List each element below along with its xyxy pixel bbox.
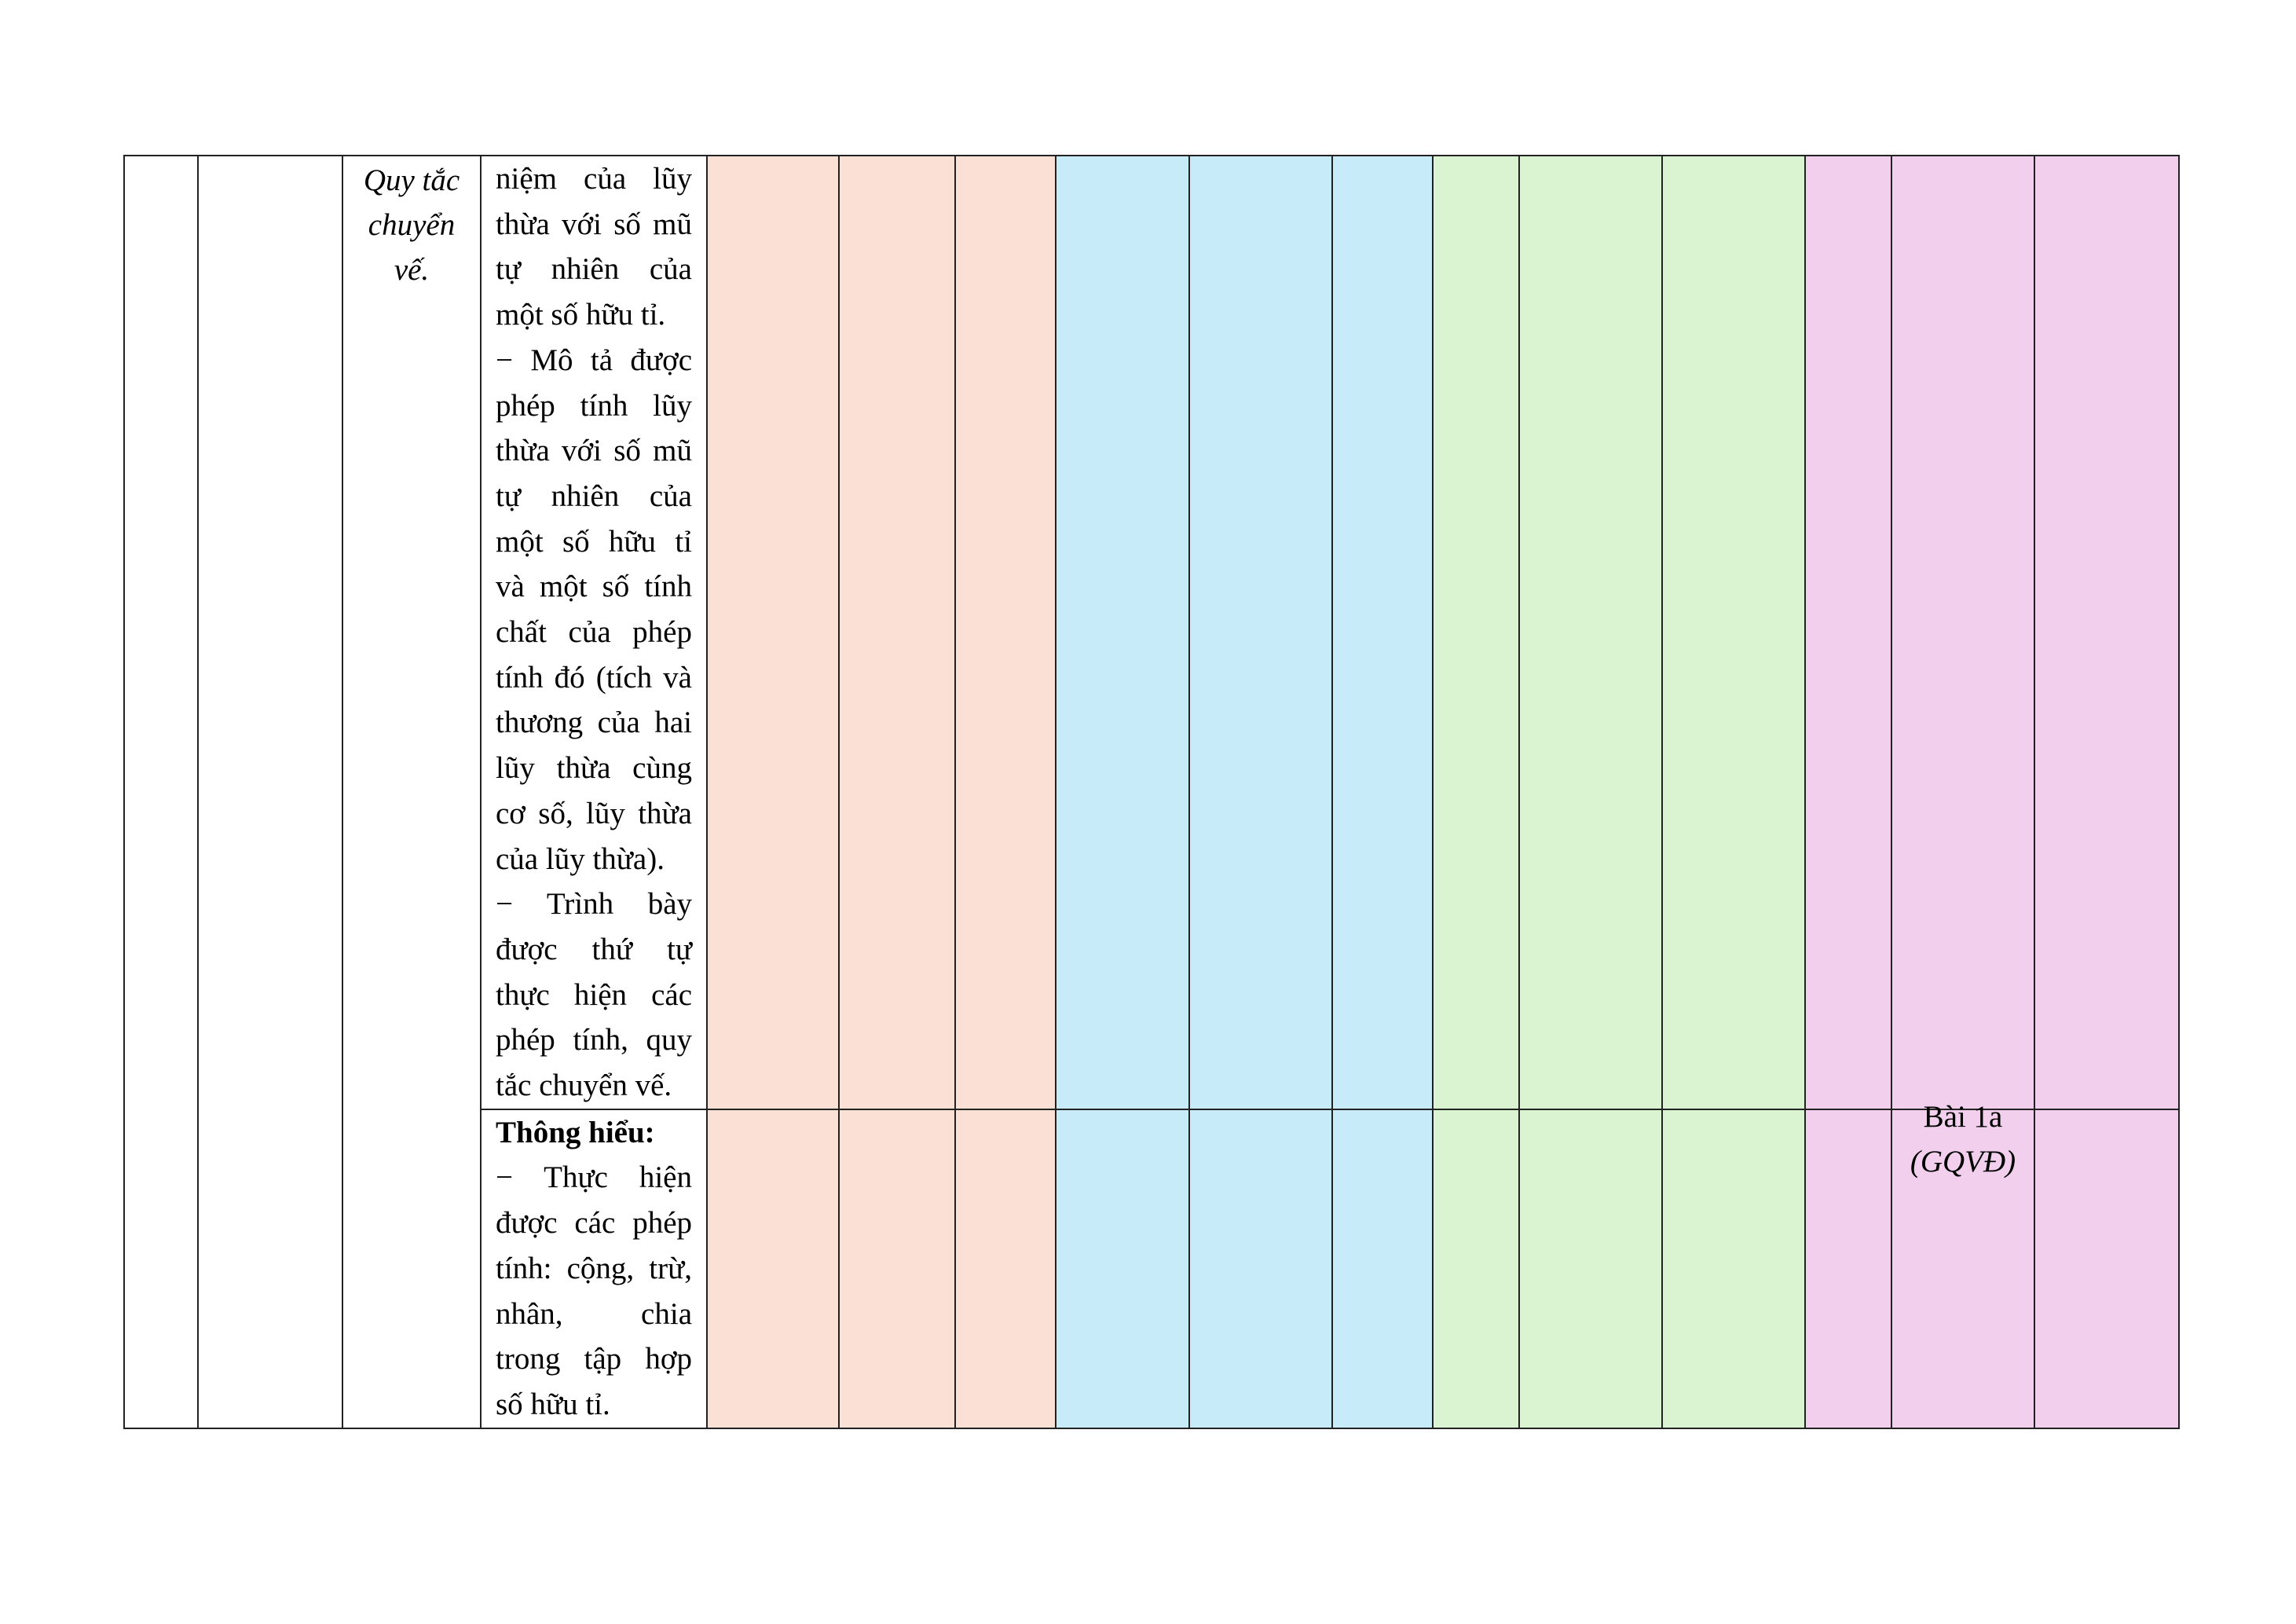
pink-cell	[1805, 156, 1891, 1109]
pink-cell	[1805, 1109, 1891, 1428]
pink-cell	[1891, 156, 2034, 1109]
green-cell	[1519, 156, 1662, 1109]
blue-cell	[1189, 156, 1332, 1109]
question-label: Bài 1a	[1923, 1099, 2003, 1134]
peach-cell	[955, 1109, 1056, 1428]
peach-cell	[839, 156, 955, 1109]
green-cell	[1662, 1109, 1805, 1428]
understanding-requirements	[482, 1110, 706, 1428]
level-title: Thông hiểu:	[496, 1115, 655, 1149]
pink-cell	[2034, 1109, 2179, 1428]
table-row	[124, 156, 2179, 1109]
requirement-paragraph: − Thực hiện được các phép tính: cộng, trừ, nhân, chia trong tập hợp số hữu tỉ.	[496, 1160, 692, 1421]
requirement-paragraph: − Mô tả được phép tính lũy thừa với số mũ tự nhiên của một số hữu tỉ và một số tính chất của phép tính đó (tích và thương của hai lũy thừa cùng cơ số, lũy thừa của lũy thừa).	[496, 343, 692, 876]
chapter-cell	[198, 156, 342, 1428]
index-cell	[124, 156, 198, 1428]
blue-cell	[1332, 1109, 1433, 1428]
topic-text: Quy tắc chuyển vế.	[363, 163, 460, 287]
blue-cell	[1056, 1109, 1189, 1428]
question-cell	[1891, 1099, 2034, 1428]
green-cell	[1662, 156, 1805, 1109]
requirement-paragraph: niệm của lũy thừa với số mũ tự nhiên của một số hữu tỉ.	[496, 162, 692, 332]
green-cell	[1519, 1109, 1662, 1428]
peach-cell	[955, 156, 1056, 1109]
peach-cell	[839, 1109, 955, 1428]
understanding-requirements-cell	[481, 1109, 707, 1428]
question-reference	[1892, 1094, 2034, 1184]
competency-note: (GQVĐ)	[1910, 1144, 2016, 1179]
peach-cell	[707, 156, 839, 1109]
requirement-paragraph: − Trình bày được thứ tự thực hiện các phép tính, quy tắc chuyển vế.	[496, 887, 692, 1103]
blue-cell	[1056, 156, 1189, 1109]
green-cell	[1433, 156, 1519, 1109]
topic-cell	[342, 156, 481, 1428]
pink-cell	[2034, 156, 2179, 1109]
specification-matrix-table	[123, 155, 2180, 1429]
blue-cell	[1332, 156, 1433, 1109]
recognition-requirements-cell	[481, 156, 707, 1109]
recognition-requirements	[482, 156, 706, 1109]
peach-cell	[707, 1109, 839, 1428]
blue-cell	[1189, 1109, 1332, 1428]
green-cell	[1433, 1109, 1519, 1428]
